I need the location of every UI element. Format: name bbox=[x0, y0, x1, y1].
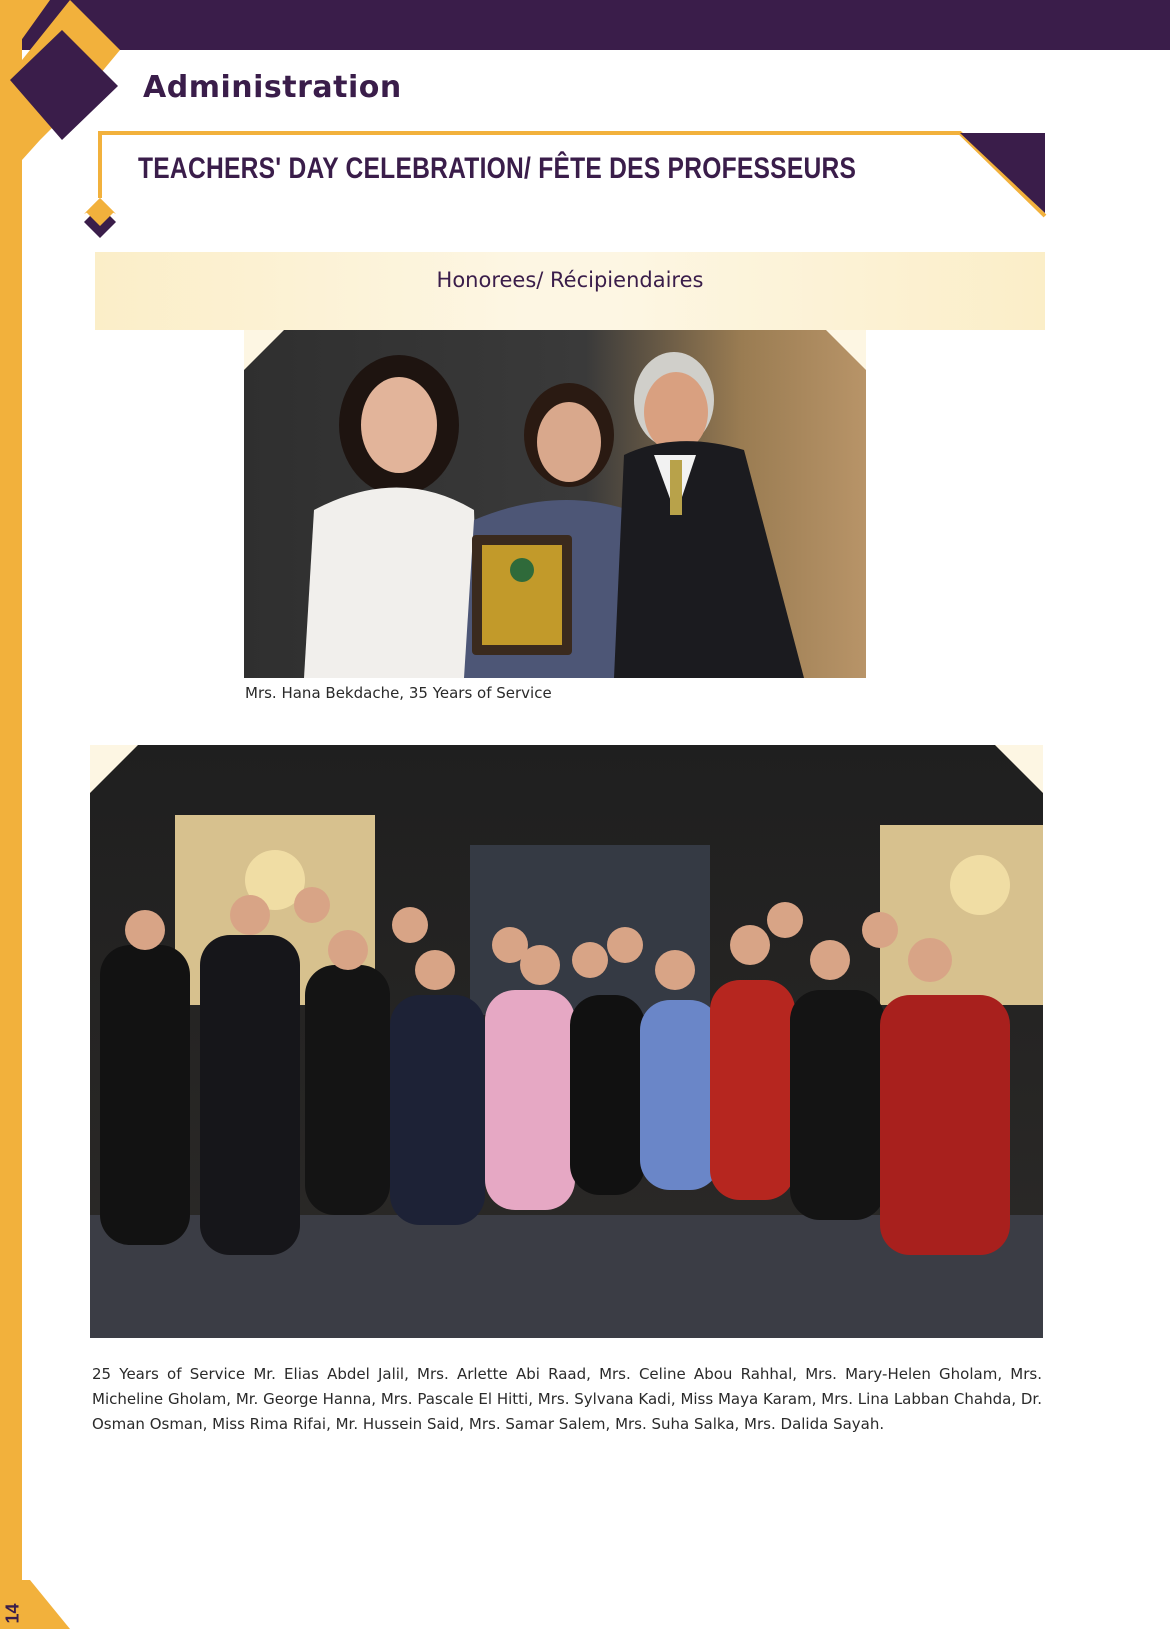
top-band bbox=[0, 0, 1170, 50]
honorees-band bbox=[95, 252, 1045, 330]
main-title: TEACHERS' DAY CELEBRATION/ FÊTE DES PROFESSEURS bbox=[138, 152, 857, 185]
section-title: Administration bbox=[143, 70, 402, 105]
honorees-title: Honorees/ Récipiendaires bbox=[436, 268, 704, 292]
honoree-caption: Mrs. Hana Bekdache, 35 Years of Service bbox=[245, 684, 552, 702]
group-caption: 25 Years of Service Mr. Elias Abdel Jalil, Mrs. Arlette Abi Raad, Mrs. Celine Abou Rahhal, Mrs. Mary-Helen Gholam, Mrs. Micheline Gholam, Mr. George Hanna, Mrs. Pascale El Hitti, Mrs. Sylvana Kadi, Miss Maya Karam, Mrs. Lina Labban Chahda, Dr. Osman Osman, Miss Rima Rifai, Mr. Hussein Said, Mrs. Samar Salem, Mrs. Suha Salka, Mrs. Dalida Sayah. bbox=[92, 1365, 1042, 1433]
group-photo bbox=[90, 745, 1043, 1338]
honoree-photo bbox=[244, 330, 866, 678]
page-number: 14 bbox=[2, 1603, 23, 1624]
